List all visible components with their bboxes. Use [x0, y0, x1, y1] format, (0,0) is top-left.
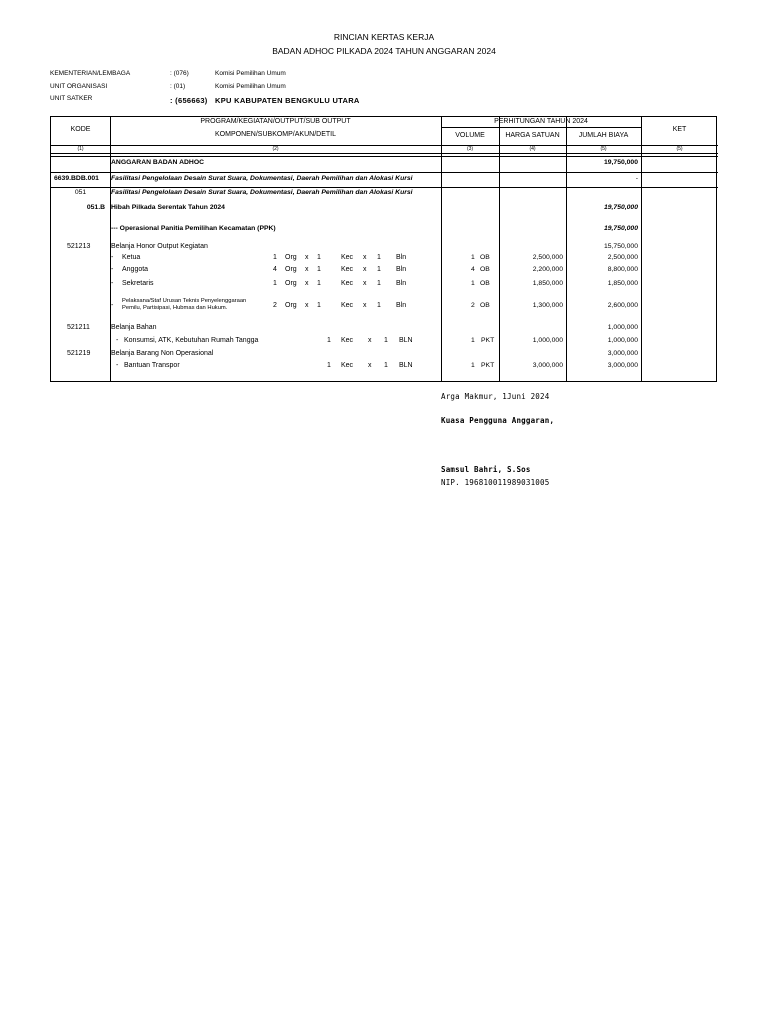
ketua-q2: 1: [317, 254, 321, 261]
sekretaris-q3: 1: [377, 280, 381, 287]
pelaksana-q2: 1: [317, 302, 321, 309]
anggota-harga: 2,200,000: [532, 266, 563, 273]
signature-role: Kuasa Pengguna Anggaran,: [441, 416, 555, 425]
pelaksana-u2: Kec: [341, 302, 354, 309]
sekretaris-q2: 1: [317, 280, 321, 287]
signature-place-date: Arga Makmur, 1Juni 2024: [441, 392, 550, 401]
sekretaris-u2: Kec: [341, 280, 354, 287]
pelaksana-x1: x: [305, 302, 309, 309]
budget-table: [50, 116, 717, 382]
row-ppk-jumlah: 19,750,000: [603, 225, 638, 232]
sekretaris-jumlah: 1,850,000: [607, 280, 638, 287]
uo-value: Komisi Pemilihan Umum: [215, 83, 286, 90]
transpor-q2: 1: [327, 362, 331, 369]
pelaksana-q3: 1: [377, 302, 381, 309]
transpor-x2: x: [368, 362, 372, 369]
ketua-jumlah: 2,500,000: [607, 254, 638, 261]
konsumsi-label: Konsumsi, ATK, Kebutuhan Rumah Tangga: [124, 337, 259, 344]
anggota-dash: -: [111, 266, 114, 273]
ketua-q1: 1: [273, 254, 277, 261]
transpor-u2: Kec: [341, 362, 354, 369]
header-ket: KET: [672, 126, 687, 133]
ketua-harga: 2,500,000: [532, 254, 563, 261]
us-code: : (656663): [170, 96, 208, 105]
row-6639-label: Fasilitasi Pengelolaan Desain Surat Suara, Dokumentasi, Daerah Pemilihan dan Alokasi Kursi: [111, 175, 413, 182]
col-number-1: (1): [77, 146, 84, 152]
pelaksana-jumlah: 2,600,000: [607, 302, 638, 309]
row-6639-kode: 6639.BDB.001: [54, 175, 99, 182]
uo-code: : (01): [170, 83, 186, 90]
us-value: KPU KABUPATEN BENGKULU UTARA: [215, 96, 360, 105]
header-program: PROGRAM/KEGIATAN/OUTPUT/SUB OUTPUT: [200, 118, 351, 125]
row-anggaran-label: ANGGARAN BADAN ADHOC: [111, 159, 205, 166]
sekretaris-dash: -: [111, 280, 114, 287]
sekretaris-x1: x: [305, 280, 309, 287]
pelaksana-dash: -: [111, 302, 114, 309]
row-521219-label: Belanja Barang Non Operasional: [111, 350, 214, 357]
anggota-u1: Org: [285, 266, 297, 273]
sekretaris-volu: OB: [480, 280, 490, 287]
ketua-u3: Bln: [396, 254, 407, 261]
konsumsi-q3: 1: [384, 337, 388, 344]
row-051-label: Fasilitasi Pengelolaan Desain Surat Suara, Dokumentasi, Daerah Pemilihan dan Alokasi Kursi: [111, 189, 413, 196]
document-subtitle: BADAN ADHOC PILKADA 2024 TAHUN ANGGARAN 2024: [272, 46, 496, 56]
uo-label: UNIT ORGANISASI: [50, 83, 108, 90]
ketua-u1: Org: [285, 254, 297, 261]
ketua-u2: Kec: [341, 254, 354, 261]
row-521211-label: Belanja Bahan: [111, 324, 157, 331]
konsumsi-x2: x: [368, 337, 372, 344]
konsumsi-u2: Kec: [341, 337, 354, 344]
row-521211-kode: 521211: [67, 324, 90, 331]
row-6639-jumlah: -: [635, 175, 638, 182]
header-harga: HARGA SATUAN: [505, 132, 560, 139]
anggota-x1: x: [305, 266, 309, 273]
pelaksana-label-line2: Pemilu, Partisipasi, Hubmas dan Hukum.: [122, 305, 228, 311]
row-051-kode: 051: [74, 189, 87, 196]
ketua-dash: -: [111, 254, 114, 261]
anggota-vol: 4: [471, 266, 475, 273]
col-number-6: (5): [676, 146, 683, 152]
header-kode: KODE: [70, 126, 91, 133]
row-521213-label: Belanja Honor Output Kegiatan: [111, 243, 208, 250]
ketua-label: Ketua: [122, 254, 141, 261]
konsumsi-vol: 1: [471, 337, 475, 344]
us-label: UNIT SATKER: [50, 95, 93, 102]
sekretaris-label: Sekretaris: [122, 280, 154, 287]
anggota-q3: 1: [377, 266, 381, 273]
row-521211-jumlah: 1,000,000: [607, 324, 638, 331]
signature-nip: NIP. 196810011989031005: [441, 478, 550, 487]
row-051b-label: Hibah Pilkada Serentak Tahun 2024: [111, 204, 225, 211]
transpor-label: Bantuan Transpor: [124, 362, 180, 369]
sekretaris-q1: 1: [273, 280, 277, 287]
transpor-u3: BLN: [399, 362, 413, 369]
konsumsi-q2: 1: [327, 337, 331, 344]
col-number-3: (3): [466, 146, 474, 152]
sekretaris-u1: Org: [285, 280, 297, 287]
kl-code: : (076): [170, 70, 189, 77]
pelaksana-volu: OB: [480, 302, 490, 309]
row-521219-jumlah: 3,000,000: [607, 350, 638, 357]
kl-value: Komisi Pemilihan Umum: [215, 70, 286, 77]
anggota-volu: OB: [480, 266, 490, 273]
header-komponen: KOMPONEN/SUBKOMP/AKUN/DETIL: [215, 131, 336, 138]
row-051b-jumlah: 19,750,000: [603, 204, 638, 211]
anggota-jumlah: 8,800,000: [607, 266, 638, 273]
anggota-u2: Kec: [341, 266, 354, 273]
pelaksana-label-line1: Pelaksana/Staf Urusan Teknis Penyelenggaraan: [122, 298, 247, 304]
sekretaris-harga: 1,850,000: [532, 280, 563, 287]
sekretaris-x2: x: [363, 280, 367, 287]
row-521213-jumlah: 15,750,000: [603, 243, 638, 250]
ketua-volu: OB: [480, 254, 490, 261]
konsumsi-harga: 1,000,000: [532, 337, 563, 344]
row-ppk-label: --- Operasional Panitia Pemilihan Kecamatan (PPK): [111, 225, 276, 232]
ketua-x1: x: [305, 254, 309, 261]
pelaksana-q1: 2: [273, 302, 277, 309]
anggota-q2: 1: [317, 266, 321, 273]
header-perhitungan: PERHITUNGAN TAHUN 2024: [494, 118, 588, 125]
header-volume: VOLUME: [455, 132, 485, 139]
konsumsi-dash: -: [116, 337, 119, 344]
col-number-4: (4): [529, 146, 536, 152]
pelaksana-u1: Org: [285, 302, 297, 309]
konsumsi-jumlah: 1,000,000: [607, 337, 638, 344]
row-521213-kode: 521213: [67, 243, 91, 250]
transpor-vol: 1: [471, 362, 475, 369]
transpor-jumlah: 3,000,000: [607, 362, 638, 369]
konsumsi-u3: BLN: [399, 337, 413, 344]
transpor-harga: 3,000,000: [532, 362, 563, 369]
col-number-2: (2): [272, 146, 279, 152]
kl-label: KEMENTERIAN/LEMBAGA: [50, 70, 131, 77]
pelaksana-harga: 1,300,000: [532, 302, 563, 309]
document-title: RINCIAN KERTAS KERJA: [333, 32, 435, 42]
anggota-label: Anggota: [122, 266, 149, 273]
transpor-dash: -: [116, 362, 119, 369]
transpor-volu: PKT: [481, 362, 495, 369]
ketua-q3: 1: [377, 254, 381, 261]
sekretaris-vol: 1: [471, 280, 475, 287]
signature-name: Samsul Bahri, S.Sos: [441, 465, 531, 474]
anggota-u3: Bln: [396, 266, 407, 273]
row-051b-kode: 051.B: [86, 204, 105, 211]
pelaksana-x2: x: [363, 302, 367, 309]
transpor-q3: 1: [384, 362, 388, 369]
ketua-vol: 1: [471, 254, 475, 261]
konsumsi-volu: PKT: [481, 337, 495, 344]
pelaksana-vol: 2: [471, 302, 475, 309]
pelaksana-u3: Bln: [396, 302, 407, 309]
sekretaris-u3: Bln: [396, 280, 407, 287]
ketua-x2: x: [363, 254, 367, 261]
header-jumlah: JUMLAH BIAYA: [578, 132, 629, 139]
row-anggaran-jumlah: 19,750,000: [603, 159, 638, 166]
anggota-x2: x: [363, 266, 367, 273]
col-number-5: (5): [600, 146, 607, 152]
anggota-q1: 4: [273, 266, 277, 273]
row-521219-kode: 521219: [67, 350, 91, 357]
